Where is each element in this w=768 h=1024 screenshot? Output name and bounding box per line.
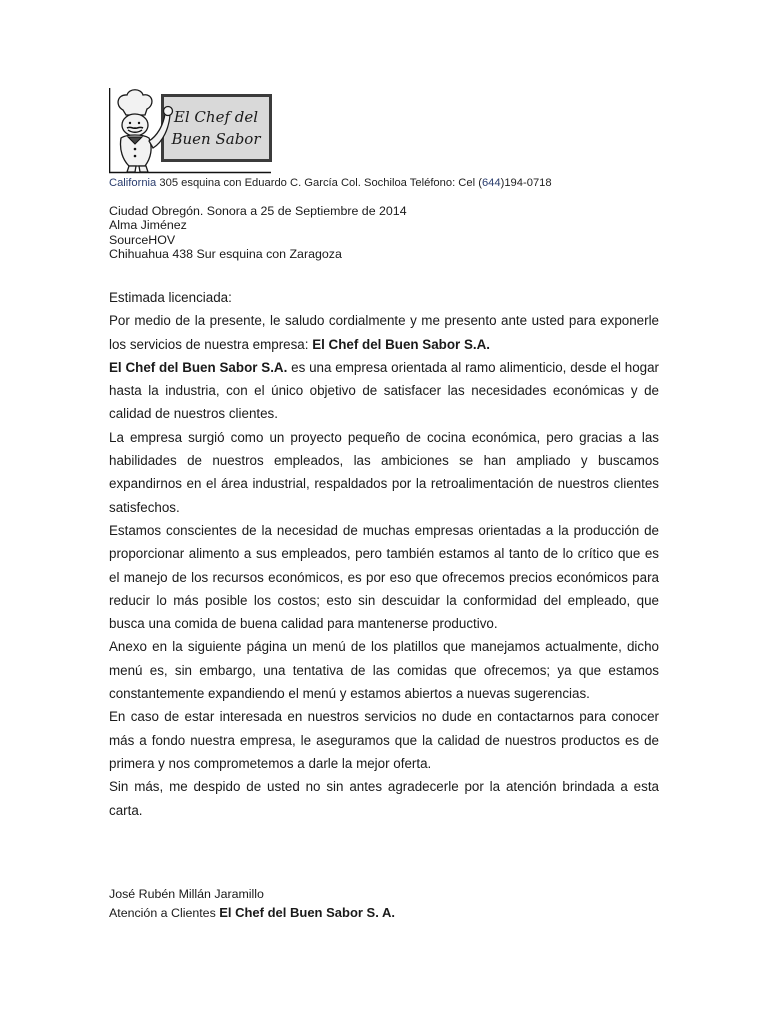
paragraph-history: La empresa surgió como un proyecto pequeño de cocina económica, pero gracias a las habilidades de nuestros empleados, las ambiciones se han ampliado y buscamos expandirnos en el área industrial, respaldados por la retroalimentación de nuestros clientes satisfechos. — [109, 429, 659, 515]
phone-area-code: 644 — [481, 177, 501, 189]
chef-logo-icon — [109, 86, 272, 174]
recipient-name: Alma Jiménez — [109, 218, 187, 233]
recipient-company: SourceHOV — [109, 232, 176, 247]
signature-block — [109, 885, 395, 922]
paragraph-company — [109, 356, 659, 426]
recipient-address: Chihuahua 438 Sur esquina con Zaragoza — [109, 246, 342, 261]
letterhead-address — [109, 177, 552, 189]
logo-title-line1: El Chef del — [173, 108, 259, 126]
paragraph-closing: Sin más, me despido de usted no sin antes agradecerle por la atención brindada a esta carta. — [109, 779, 659, 818]
place-date: Ciudad Obregón. Sonora a 25 de Septiembre de 2014 — [109, 204, 407, 218]
logo-title-line2: Buen Sabor — [171, 130, 261, 148]
address-city: California — [109, 177, 157, 189]
paragraph-intro — [109, 309, 659, 356]
address-street: 305 esquina con Eduardo C. García Col. Sochiloa Teléfono: Cel ( — [156, 177, 482, 189]
phone-number: )194-0718 — [500, 177, 552, 189]
letter-body — [109, 286, 659, 822]
paragraph-company-text: es una empresa orientada al ramo alimenticio, desde el hogar hasta la industria, con el único objetivo de satisfacer las necesidades económicas y de calidad de nuestros clientes. — [109, 359, 659, 422]
signer-role: Atención a Clientes — [109, 905, 220, 920]
paragraph-contact: En caso de estar interesada en nuestros servicios no dude en contactarnos para conocer más a fondo nuestra empresa, le aseguramos que la calidad de nuestros productos es de primera y nos comprometemos a darle la mejor oferta. — [109, 709, 659, 771]
greeting: Estimada licenciada: — [109, 290, 232, 305]
signer-role-line — [109, 904, 395, 923]
company-name-emphasis: El Chef del Buen Sabor S.A. — [312, 336, 491, 352]
paragraph-needs: Estamos conscientes de la necesidad de muchas empresas orientadas a la producción de proporcionar alimento a sus empleados, pero también estamos al tanto de lo crítico que es el manejo de los recursos económicos, es por eso que ofrecemos precios económicos para reducir lo más posible los costos; esto sin descuidar la conformidad del empleado, que busca una comida de buena calidad para mantenerse productivo. — [109, 522, 659, 632]
company-logo — [109, 86, 272, 174]
company-name-emphasis: El Chef del Buen Sabor S.A. — [109, 359, 288, 375]
paragraph-intro-text: Por medio de la presente, le saludo cordialmente y me presento ante usted para exponerle los servicios de nuestra empresa: — [109, 313, 659, 352]
recipient-block — [109, 204, 407, 261]
signer-name: José Rubén Millán Jaramillo — [109, 887, 264, 901]
signer-company: El Chef del Buen Sabor S. A. — [219, 904, 395, 920]
paragraph-menu: Anexo en la siguiente página un menú de los platillos que manejamos actualmente, dicho menú es, sin embargo, una tentativa de las comidas que ofrecemos; ya que estamos constantemente expandiendo el menú y estamos abiertos a nuevas sugerencias. — [109, 639, 659, 702]
